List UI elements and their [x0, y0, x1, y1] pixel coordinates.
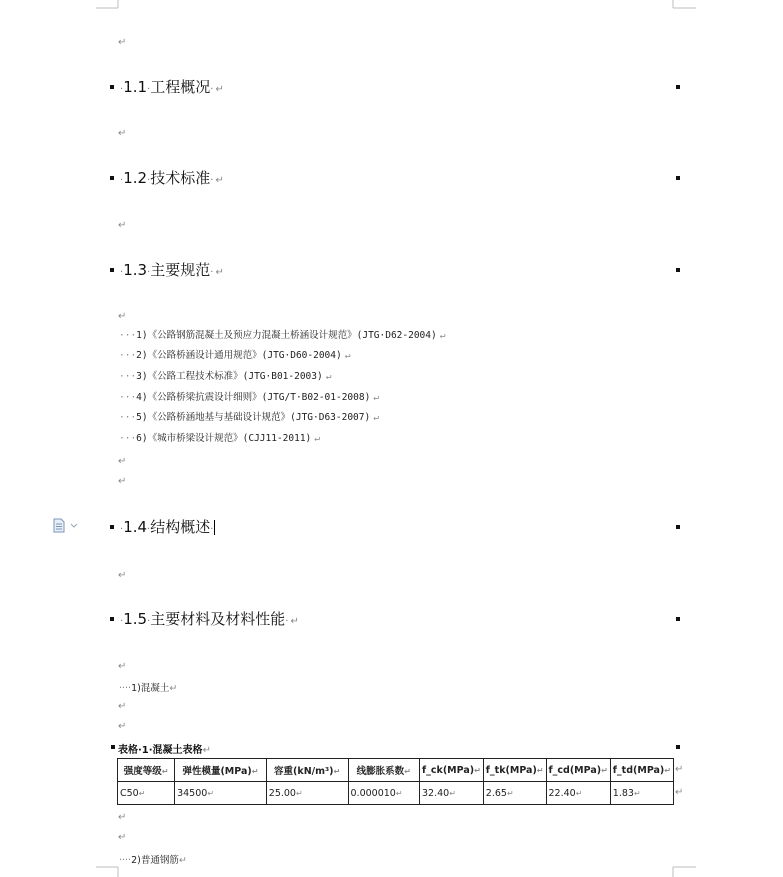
- empty-paragraph-mark: ↵: [118, 476, 127, 487]
- spec-index: 3): [136, 371, 148, 382]
- heading-number: 1.1: [123, 78, 148, 96]
- table-header-cell[interactable]: f_ck(MPa)↵: [420, 759, 484, 782]
- empty-paragraph-mark: ↵: [118, 661, 127, 672]
- spec-text: 《公路桥涵地基与基础设计规范》(JTG·D63-2007): [147, 412, 371, 423]
- table-row: [118, 782, 674, 805]
- table-cell[interactable]: 2.65↵: [483, 782, 546, 805]
- paragraph-mark: ↵: [314, 433, 320, 444]
- paragraph-mark: ↵: [215, 267, 224, 278]
- table-cell[interactable]: C50↵: [118, 782, 175, 805]
- material-item-text: 2)普通钢筋: [131, 855, 179, 866]
- table-cell[interactable]: 25.00↵: [266, 782, 348, 805]
- spec-text: 《公路钢筋混凝土及预应力混凝土桥涵设计规范》(JTG·D62-2004): [147, 330, 437, 341]
- paste-options-icon[interactable]: [52, 518, 80, 534]
- heading-end-marker: [676, 617, 680, 621]
- paragraph-mark: ↵: [169, 683, 178, 694]
- table-header-row: [118, 759, 674, 782]
- page-corner-top-left: [96, 0, 120, 10]
- material-item-rebar[interactable]: ····2)普通钢筋↵: [119, 855, 187, 866]
- spec-text: 《城市桥梁设计规范》(CJJ11-2011): [147, 433, 312, 444]
- table-cell[interactable]: 1.83↵: [610, 782, 673, 805]
- spec-list-item[interactable]: ···2)《公路桥涵设计通用规范》(JTG·D60-2004) ↵: [119, 350, 351, 361]
- heading-1-2[interactable]: ·1.2·技术标准· ↵: [120, 169, 224, 187]
- empty-paragraph-mark: ↵: [118, 456, 127, 467]
- paragraph-mark: ↵: [325, 371, 332, 382]
- paragraph-mark: ↵: [373, 412, 379, 423]
- table-header-cell[interactable]: f_tk(MPa)↵: [483, 759, 546, 782]
- heading-end-marker: [676, 525, 680, 529]
- empty-paragraph-mark: ↵: [118, 128, 127, 139]
- paragraph-mark: ↵: [215, 175, 224, 186]
- heading-bullet: [110, 617, 114, 621]
- heading-bullet: [110, 268, 114, 272]
- heading-1-4[interactable]: ·1.4·结构概述·: [120, 518, 214, 536]
- page-corner-bottom-right: [672, 864, 696, 877]
- heading-bullet: [110, 85, 114, 89]
- spec-list-item[interactable]: ···1)《公路钢筋混凝土及预应力混凝土桥涵设计规范》(JTG·D62-2004) ↵: [119, 330, 446, 341]
- empty-paragraph-mark: ↵: [118, 37, 127, 48]
- empty-paragraph-mark: ↵: [118, 220, 127, 231]
- spec-index: 1): [136, 330, 148, 341]
- empty-paragraph-mark: ↵: [118, 570, 127, 581]
- heading-1-1[interactable]: ·1.1·工程概况· ↵: [120, 78, 224, 96]
- heading-title: 结构概述: [150, 518, 211, 536]
- spec-index: 5): [136, 412, 148, 423]
- empty-paragraph-mark: ↵: [118, 812, 127, 823]
- spec-index: 6): [136, 433, 148, 444]
- heading-1-3[interactable]: ·1.3·主要规范· ↵: [120, 261, 224, 279]
- table-caption-text: 表格·1·混凝土表格: [118, 745, 203, 756]
- heading-end-marker: [676, 268, 680, 272]
- table-header-cell[interactable]: 线膨胀系数↵: [348, 759, 420, 782]
- table-cell[interactable]: 22.40↵: [546, 782, 610, 805]
- empty-paragraph-mark: ↵: [118, 701, 127, 712]
- spec-text: 《公路桥涵设计通用规范》(JTG·D60-2004): [147, 350, 342, 361]
- spec-list-item[interactable]: ···3)《公路工程技术标准》(JTG·B01-2003) ↵: [119, 371, 332, 382]
- table-cell[interactable]: 32.40↵: [420, 782, 484, 805]
- heading-bullet: [110, 176, 114, 180]
- table-cell[interactable]: 34500↵: [175, 782, 267, 805]
- text-cursor: [214, 520, 215, 535]
- paragraph-mark: ↵: [373, 392, 380, 403]
- spec-text: 《公路桥梁抗震设计细则》(JTG/T·B02-01-2008): [147, 392, 371, 403]
- paragraph-mark: ↵: [215, 84, 224, 95]
- caption-end-marker: [676, 745, 680, 749]
- table-caption[interactable]: [118, 741, 211, 756]
- table-header-cell[interactable]: 弹性模量(MPa)↵: [175, 759, 267, 782]
- table-cell[interactable]: 0.000010↵: [348, 782, 420, 805]
- material-item-text: 1)混凝土: [131, 683, 170, 694]
- heading-number: 1.5: [123, 610, 148, 628]
- paragraph-mark: ↵: [178, 855, 187, 866]
- page-corner-top-right: [672, 0, 696, 10]
- heading-title: 工程概况: [150, 78, 211, 96]
- material-item-concrete[interactable]: ····1)混凝土↵: [119, 683, 178, 694]
- heading-end-marker: [676, 176, 680, 180]
- table-header-cell[interactable]: f_cd(MPa)↵: [546, 759, 610, 782]
- page-corner-bottom-left: [96, 864, 120, 877]
- spec-list-item[interactable]: ···5)《公路桥涵地基与基础设计规范》(JTG·D63-2007) ↵: [119, 412, 379, 423]
- spec-list-item[interactable]: ···4)《公路桥梁抗震设计细则》(JTG/T·B02-01-2008) ↵: [119, 392, 380, 403]
- heading-number: 1.4: [123, 518, 148, 536]
- heading-title: 技术标准: [150, 169, 211, 187]
- spec-index: 4): [136, 392, 148, 403]
- paragraph-mark: ↵: [344, 350, 351, 361]
- heading-end-marker: [676, 85, 680, 89]
- row-end-mark: ↵: [675, 787, 684, 798]
- spec-text: 《公路工程技术标准》(JTG·B01-2003): [147, 371, 323, 382]
- spec-index: 2): [136, 350, 148, 361]
- heading-title: 主要材料及材料性能: [150, 610, 286, 628]
- paragraph-mark: ↵: [439, 330, 446, 341]
- table-header-cell[interactable]: f_td(MPa)↵: [610, 759, 673, 782]
- empty-paragraph-mark: ↵: [118, 832, 127, 843]
- concrete-properties-table: [117, 758, 674, 805]
- heading-number: 1.3: [123, 261, 148, 279]
- paragraph-mark: ↵: [290, 616, 299, 627]
- row-end-mark: ↵: [675, 764, 684, 775]
- empty-paragraph-mark: ↵: [118, 311, 127, 322]
- spec-list-item[interactable]: ···6)《城市桥梁设计规范》(CJJ11-2011) ↵: [119, 433, 320, 444]
- heading-title: 主要规范: [150, 261, 211, 279]
- empty-paragraph-mark: ↵: [118, 721, 127, 732]
- table-header-cell[interactable]: 容重(kN/m³)↵: [266, 759, 348, 782]
- heading-bullet: [110, 525, 114, 529]
- paragraph-mark: ↵: [202, 745, 211, 756]
- table-header-cell[interactable]: 强度等级↵: [118, 759, 175, 782]
- heading-number: 1.2: [123, 169, 148, 187]
- caption-bullet: [111, 745, 115, 749]
- heading-1-5[interactable]: ·1.5·主要材料及材料性能· ↵: [120, 610, 299, 628]
